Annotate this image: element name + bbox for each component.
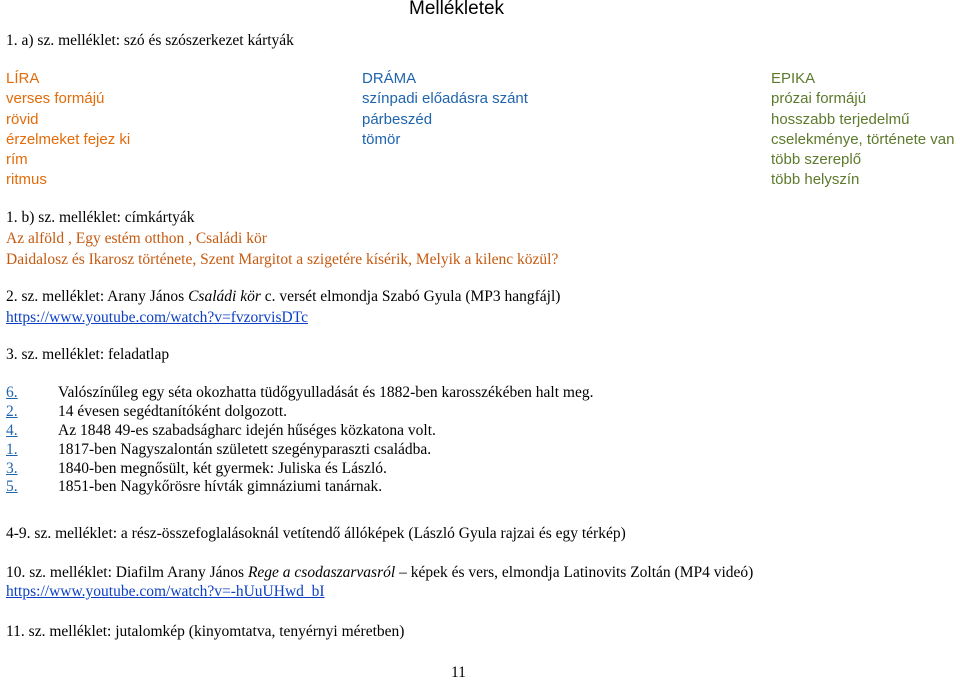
list-item [6,421,593,440]
list-item [6,383,593,402]
page-title: Mellékletek [409,0,505,19]
answer-text: 1851-ben Nagykőrösre hívták gimnáziumi tanárnak. [58,478,383,496]
title-cards-line-2: Daidalosz és Ikarosz története, Szent Margitot a szigetére kísérik, Melyik a kilenc közül? [6,251,559,268]
section-2-link[interactable]: https://www.youtube.com/watch?v=fvzorvisDTc [6,309,308,326]
section-2-suffix: c. versét elmondja Szabó Gyula (MP3 hangfájl) [260,288,561,305]
drama-column [362,69,528,150]
answer-number: 6. [6,384,18,401]
lira-title: LÍRA [6,70,40,87]
section-1a-heading: 1. a) sz. melléklet: szó és szószerkezet kártyák [6,32,294,49]
section-10-prefix: 10. sz. melléklet: Diafilm Arany János [6,564,248,581]
answer-text: Valószínűleg egy séta okozhatta tüdőgyulladását és 1882-ben karosszékében halt meg. [58,384,594,401]
lira-item: verses formájú [6,90,105,108]
answer-number: 3. [6,459,18,477]
epika-item: prózai formájú [771,90,867,108]
answer-number: 4. [6,421,18,439]
section-1b-heading: 1. b) sz. melléklet: címkártyák [6,209,195,226]
section-2-prefix: 2. sz. melléklet: Arany János [6,288,189,305]
section-2-line [6,287,560,307]
list-item [6,402,593,421]
list-item [6,477,593,496]
epika-item: több szereplő [771,151,862,169]
page-number: 11 [451,664,466,681]
epika-item: több helyszín [771,171,860,189]
section-10-line [6,563,753,583]
lira-item: rövid [6,110,39,128]
section-2-poem-title: Családi kör [188,288,261,305]
section-11-line: 11. sz. melléklet: jutalomkép (kinyomtatva, tenyérnyi méretben) [6,623,405,640]
drama-item: színpadi előadásra szánt [362,90,528,108]
section-3-heading: 3. sz. melléklet: feladatlap [6,346,170,363]
section-10-film-title: Rege a csodaszarvasról [247,564,396,581]
list-item [6,440,593,459]
list-item [6,459,593,478]
answer-text: 14 évesen segédtanítóként dolgozott. [58,402,287,420]
epika-item: hosszabb terjedelmű [771,110,910,128]
answer-number: 5. [6,478,18,496]
worksheet-answers [6,383,593,496]
lira-column [6,69,130,191]
lira-item: érzelmeket fejez ki [6,130,131,148]
answer-text: 1840-ben megnősült, két gyermek: Juliska és László. [58,459,387,477]
drama-item: tömör [362,130,401,148]
answer-text: Az 1848 49-es szabadságharc idején hűséges közkatona volt. [58,421,436,439]
answer-text: 1817-ben Nagyszalontán született szegényparaszti családba. [58,440,432,458]
section-10-suffix: – képek és vers, elmondja Latinovits Zoltán (MP4 videó) [395,564,754,581]
epika-item: cselekménye, története van [771,130,955,148]
answer-number: 1. [6,440,18,458]
answer-number: 2. [6,402,18,420]
epika-column [771,69,954,191]
drama-title: DRÁMA [362,70,417,87]
lira-item: rím [6,151,28,169]
section-10-link[interactable]: https://www.youtube.com/watch?v=-hUuUHwd_bI [6,583,325,600]
drama-item: párbeszéd [362,110,433,128]
lira-item: ritmus [6,171,47,189]
title-cards-line-1: Az alföld , Egy estém otthon , Családi kör [6,230,267,247]
section-4-9-line: 4-9. sz. melléklet: a rész-összefoglalásoknál vetítendő állóképek (László Gyula rajzai és egy térkép) [6,525,626,542]
epika-title: EPIKA [771,70,816,87]
